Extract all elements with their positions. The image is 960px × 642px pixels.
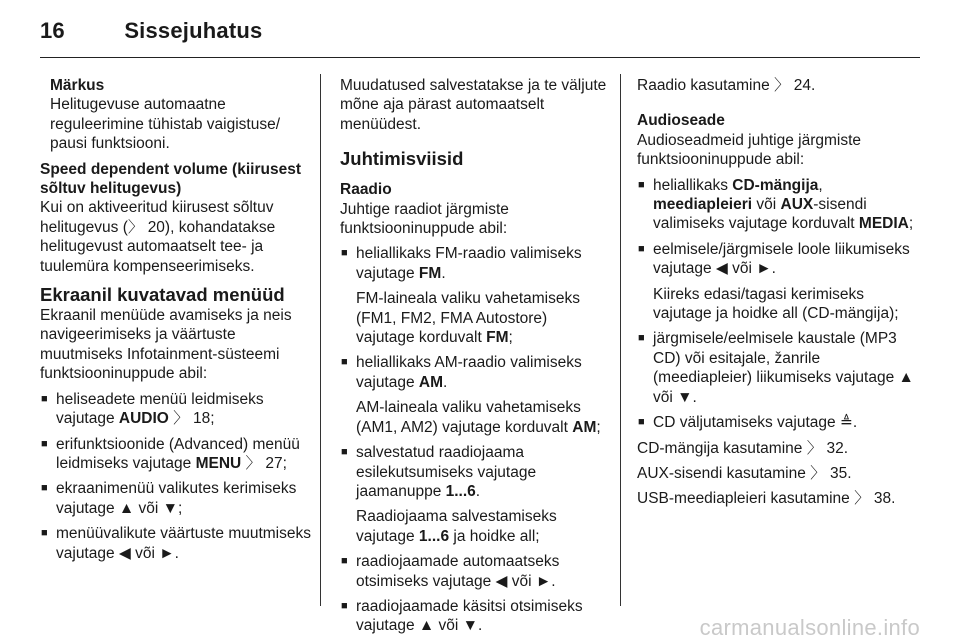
audio-list xyxy=(637,176,920,433)
column-1 xyxy=(40,76,312,569)
list-item: ■ eelmisele/järgmisele loole liikumiseks vajutage ◀ või ►. Kiireks edasi/tagasi kerimiseks vajutage ja hoidke all (CD-mängija); xyxy=(637,240,920,324)
list-item: ■ heliallikaks FM-raadio valimiseks vajutage FM. FM-laineala valiku vahetamiseks (FM1, FM2, FMA Autostore) vajutage korduvalt FM; xyxy=(340,244,610,347)
column-3 xyxy=(637,76,920,515)
list-item: ■ menüüvalikute väärtuste muutmiseks vajutage ◀ või ►. xyxy=(40,524,312,563)
list-item: ■ heliseadete menüü leidmiseks vajutage AUDIO 〉 18; xyxy=(40,390,312,429)
list-item: ■ raadiojaamade käsitsi otsimiseks vajutage ▲ või ▼. xyxy=(340,597,610,636)
header-rule xyxy=(40,57,920,58)
note-text: Helitugevuse automaatne reguleerimine tühistab vaigistuse/ pausi funktsiooni. xyxy=(50,96,281,153)
radio-title: Raadio xyxy=(340,181,392,199)
section-title: Sissejuhatus xyxy=(124,18,263,43)
column-2 xyxy=(340,76,610,642)
column-divider-2 xyxy=(620,74,621,606)
section-heading-controls: Juhtimisviisid xyxy=(340,148,464,170)
list-item: ■ ekraanimenüü valikutes kerimiseks vajutage ▲ või ▼; xyxy=(40,479,312,518)
sdv-title: Speed dependent volume (kiirusest sõltuv helitugevus) xyxy=(40,160,301,198)
list-item: ■ erifunktsioonide (Advanced) menüü leidmiseks vajutage MENU 〉 27; xyxy=(40,435,312,474)
list-item: ■ järgmisele/eelmisele kaustale (MP3 CD) või esitajale, žanrile (meediapleier) liikumiseks vajutage ▲ või ▼. xyxy=(637,329,920,407)
watermark: carmanualsonline.info xyxy=(699,615,920,640)
radio-intro: Juhtige raadiot järgmiste funktsiooninuppude abil: xyxy=(340,200,509,238)
page-number: 16 xyxy=(40,18,65,43)
list-item: ■ heliallikaks AM-raadio valimiseks vajutage AM. AM-laineala valiku vahetamiseks (AM1, AM2) vajutage korduvalt AM; xyxy=(340,353,610,437)
usb-ref: USB-meediapleieri kasutamine 〉 38. xyxy=(637,490,896,508)
radio-ref: Raadio kasutamine 〉 24. xyxy=(637,77,816,94)
menus-autosave-text: Muudatused salvestatakse ja te väljute mõne aja pärast automaatselt menüüdest. xyxy=(340,77,607,133)
menus-list xyxy=(40,390,312,563)
sdv-text: Kui on aktiveeritud kiirusest sõltuv helitugevus (〉 20), kohandatakse helitugevust automaatselt tee- ja tuulemüra kompenseerimiseks. xyxy=(40,199,276,275)
list-item: ■ CD väljutamiseks vajutage ≜. xyxy=(637,413,920,432)
list-item: ■ salvestatud raadiojaama esilekutsumiseks vajutage jaamanuppe 1...6. Raadiojaama salvestamiseks vajutage 1...6 ja hoidke all; xyxy=(340,443,610,546)
note-block xyxy=(50,76,312,154)
page-header xyxy=(40,18,262,44)
column-divider-1 xyxy=(320,74,321,606)
menus-intro: Ekraanil menüüde avamiseks ja neis navigeerimiseks ja väärtuste muutmiseks Infotainment-süsteemi funktsiooninuppude abil: xyxy=(40,307,292,383)
aux-ref: AUX-sisendi kasutamine 〉 35. xyxy=(637,464,852,482)
section-heading-menus: Ekraanil kuvatavad menüüd xyxy=(40,284,285,306)
list-item: ■ heliallikaks CD-mängija, meediapleieri või AUX-sisendi valimiseks vajutage korduvalt MEDIA; xyxy=(637,176,920,234)
list-item: ■ raadiojaamade automaatseks otsimiseks vajutage ◀ või ►. xyxy=(340,552,610,591)
audio-title: Audioseade xyxy=(637,112,725,130)
cd-ref: CD-mängija kasutamine 〉 32. xyxy=(637,439,849,457)
audio-intro: Audioseadmeid juhtige järgmiste funktsiooninuppude abil: xyxy=(637,131,862,169)
note-title: Märkus xyxy=(50,77,105,94)
radio-list xyxy=(340,244,610,635)
